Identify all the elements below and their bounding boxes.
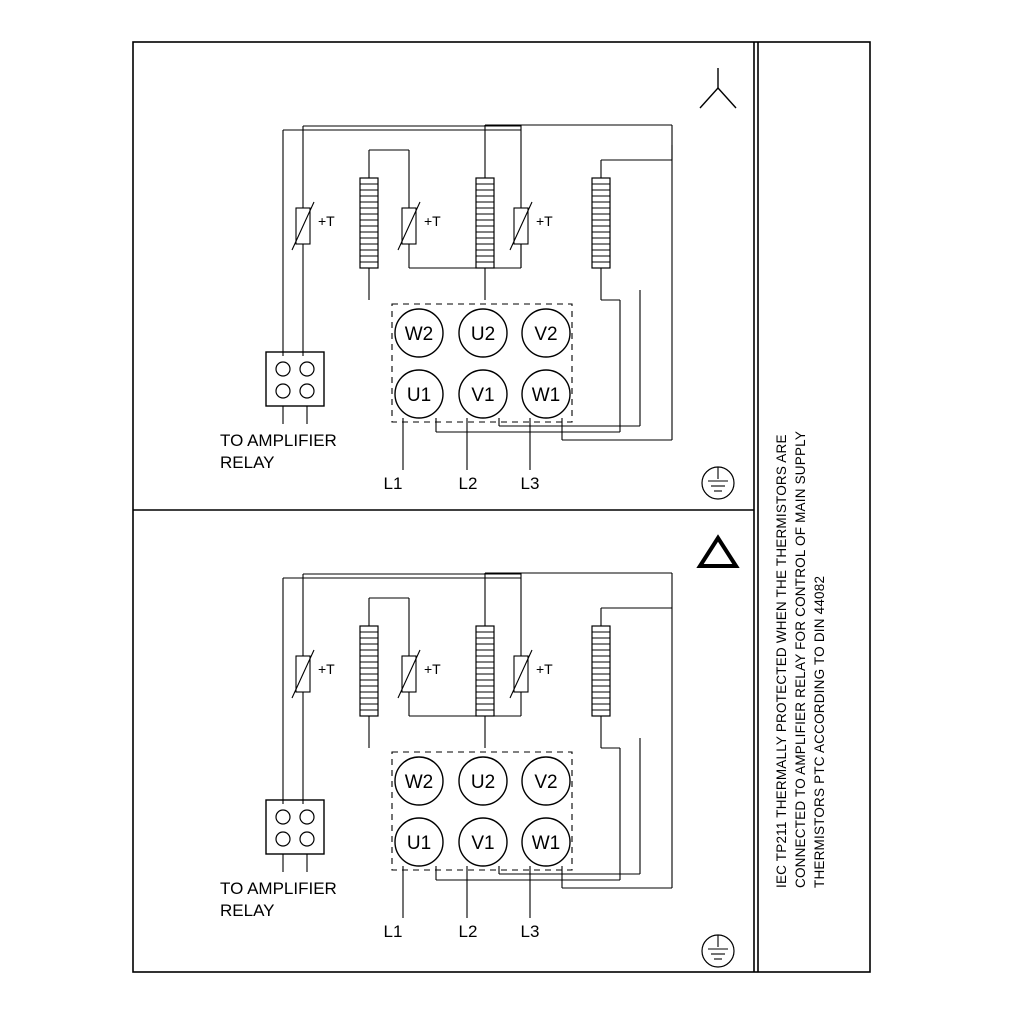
supply-label-l3: L3 — [520, 474, 540, 493]
terminal-u1: U1 — [406, 833, 432, 854]
motor-winding-coils — [360, 573, 610, 748]
terminal-v2: V2 — [534, 324, 558, 345]
earth-symbol — [702, 935, 734, 967]
star-connection-symbol — [700, 68, 736, 108]
amplifier-label-line-2: RELAY — [220, 901, 275, 920]
supply-label-l2: L2 — [458, 474, 478, 493]
terminal-u1: U1 — [406, 385, 432, 406]
earth-symbol — [702, 467, 734, 499]
terminal-w1: W1 — [531, 385, 561, 406]
supply-label-l2: L2 — [458, 922, 478, 941]
terminal-w2: W2 — [404, 324, 434, 345]
thermistor-label-2: +T — [424, 213, 441, 229]
terminal-row-bottom — [395, 370, 570, 418]
side-note-line-2: CONNECTED TO AMPLIFIER RELAY FOR CONTROL OF MAIN SUPPLY — [793, 430, 808, 888]
motor-winding-coils — [360, 125, 610, 300]
delta-connection-symbol — [700, 538, 736, 566]
thermistor-label-3: +T — [536, 661, 553, 677]
terminal-v1: V1 — [471, 833, 495, 854]
terminal-row-bottom — [395, 818, 570, 866]
amplifier-label-line-2: RELAY — [220, 453, 275, 472]
supply-label-l3: L3 — [520, 922, 540, 941]
side-note — [774, 431, 827, 888]
thermistor-label-3: +T — [536, 213, 553, 229]
amplifier-terminal-block — [266, 800, 324, 872]
thermistor-label-1: +T — [318, 213, 335, 229]
thermistor-label-1: +T — [318, 661, 335, 677]
terminal-row-top — [395, 757, 570, 805]
panel-delta — [220, 538, 736, 967]
panel-star — [220, 68, 736, 499]
side-note-line-1: IEC TP211 THERMALLY PROTECTED WHEN THE THERMISTORS ARE — [774, 434, 789, 888]
terminal-w2: W2 — [404, 772, 434, 793]
amplifier-label-line-1: TO AMPLIFIER — [220, 879, 337, 898]
terminal-u2: U2 — [470, 772, 496, 793]
terminal-row-top — [395, 309, 570, 357]
terminal-v1: V1 — [471, 385, 495, 406]
supply-label-l1: L1 — [383, 474, 403, 493]
terminal-u2: U2 — [470, 324, 496, 345]
terminal-w1: W1 — [531, 833, 561, 854]
amplifier-label-line-1: TO AMPLIFIER — [220, 431, 337, 450]
side-note-line-3: THERMISTORS PTC ACCORDING TO DIN 44082 — [812, 575, 827, 888]
supply-label-l1: L1 — [383, 922, 403, 941]
thermistor-label-2: +T — [424, 661, 441, 677]
terminal-v2: V2 — [534, 772, 558, 793]
amplifier-terminal-block — [266, 352, 324, 424]
